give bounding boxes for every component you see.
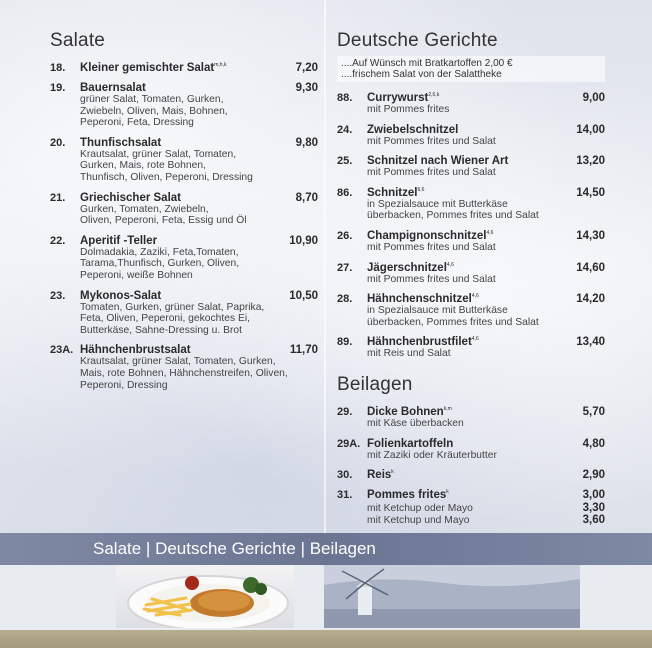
side-variant-text: mit Ketchup und Mayo bbox=[367, 514, 470, 526]
side-variant-text: mit Ketchup oder Mayo bbox=[367, 503, 473, 515]
item-description: Peperoni, Dressing bbox=[80, 379, 168, 391]
item-number: 19. bbox=[50, 82, 66, 94]
menu-item-row bbox=[337, 469, 605, 481]
item-name bbox=[367, 336, 576, 348]
item-price: 3,00 bbox=[582, 489, 605, 502]
menu-item bbox=[50, 62, 318, 74]
menu-item-row bbox=[337, 187, 605, 199]
allergen-codes: m,h,k bbox=[214, 62, 227, 69]
item-description: Mais, rote Bohnen, Hähnchenstreifen, Oliven, bbox=[80, 367, 288, 379]
item-name bbox=[80, 137, 296, 149]
footer-bar bbox=[0, 630, 652, 648]
item-description: in Spezialsauce mit Butterkäse bbox=[367, 198, 508, 210]
item-name bbox=[367, 187, 576, 199]
item-number: 89. bbox=[337, 336, 353, 349]
item-price: 5,70 bbox=[582, 405, 605, 418]
item-name-text: Thunfischsalat bbox=[80, 136, 162, 149]
page-fold bbox=[324, 0, 326, 533]
item-description: Butterkäse, Sahne-Dressing u. Brot bbox=[80, 324, 242, 336]
item-price: 11,70 bbox=[289, 344, 318, 357]
menu-item bbox=[337, 406, 605, 430]
salate-list bbox=[50, 62, 318, 391]
item-description: Tomaten, Gurken, grüner Salat, Paprika, bbox=[80, 301, 265, 313]
item-price: 13,40 bbox=[576, 336, 605, 349]
item-name-text: Pommes frites bbox=[367, 489, 447, 502]
menu-item bbox=[337, 187, 605, 222]
item-description: mit Pommes frites und Salat bbox=[367, 135, 496, 147]
item-description: mit Pommes frites und Salat bbox=[367, 273, 496, 285]
item-name-text: Mykonos-Salat bbox=[80, 289, 162, 302]
menu-item bbox=[337, 155, 605, 179]
item-number: 23A. bbox=[50, 344, 74, 357]
item-number: 28. bbox=[337, 293, 353, 306]
item-description: Feta, Oliven, Peperoni, gekochtes Ei, bbox=[80, 313, 250, 325]
item-number: 26. bbox=[337, 229, 353, 242]
item-description: Oliven, Peperoni, Feta, Essig und Öl bbox=[80, 215, 247, 227]
item-price: 9,30 bbox=[295, 82, 318, 94]
menu-item-row bbox=[337, 124, 605, 136]
banner-title: Salate | Deutsche Gerichte | Beilagen bbox=[93, 539, 376, 558]
item-name bbox=[80, 290, 289, 302]
item-name-text: Schnitzel nach Wiener Art bbox=[367, 155, 509, 168]
item-name-text: Schnitzel bbox=[367, 186, 418, 199]
menu-item-row bbox=[337, 262, 605, 274]
item-name-text: Aperitif -Teller bbox=[80, 234, 158, 247]
item-name bbox=[80, 82, 296, 94]
item-price: 7,20 bbox=[295, 62, 318, 74]
menu-item-row bbox=[50, 235, 318, 247]
item-number: 18. bbox=[50, 62, 66, 74]
menu-item-row bbox=[50, 344, 318, 356]
item-price: 14,00 bbox=[576, 123, 605, 136]
item-name bbox=[80, 192, 296, 204]
item-number: 22. bbox=[50, 234, 66, 247]
item-price: 14,60 bbox=[576, 261, 605, 274]
menu-item-row bbox=[337, 489, 605, 501]
side-variant bbox=[367, 515, 605, 527]
menu-item bbox=[337, 230, 605, 254]
side-variant-price: 3,60 bbox=[582, 513, 605, 526]
item-price: 2,90 bbox=[582, 469, 605, 482]
item-description: Gurken, Tomaten, Zwiebeln, bbox=[80, 203, 209, 215]
schnitzel-photo bbox=[116, 565, 294, 628]
beilagen-heading: Beilagen bbox=[337, 373, 413, 395]
menu-item bbox=[50, 235, 318, 282]
item-number: 24. bbox=[337, 123, 353, 136]
menu-item bbox=[50, 290, 318, 337]
item-number: 21. bbox=[50, 191, 66, 204]
deutsche-column bbox=[337, 30, 605, 526]
menu-item-row bbox=[337, 438, 605, 450]
item-name bbox=[80, 62, 296, 74]
item-name-text: Hähnchenbrustfilet bbox=[367, 336, 472, 349]
item-price: 9,80 bbox=[295, 136, 318, 149]
menu-item-row bbox=[337, 230, 605, 242]
allergen-codes: 4,6 bbox=[486, 230, 494, 237]
item-description: Thunfisch, Oliven, Peperoni, Dressing bbox=[80, 171, 253, 183]
item-number: 31. bbox=[337, 489, 353, 502]
allergen-codes: k bbox=[446, 489, 449, 496]
deutsche-note bbox=[337, 56, 605, 82]
note-line: ....frischem Salat von der Salattheke bbox=[341, 69, 502, 80]
menu-item bbox=[337, 92, 605, 116]
allergen-codes: 6,6 bbox=[417, 186, 425, 193]
menu-item bbox=[337, 469, 605, 481]
item-description: Krautsalat, grüner Salat, Tomaten, bbox=[80, 148, 237, 160]
item-price: 14,20 bbox=[576, 293, 605, 306]
item-name bbox=[367, 406, 583, 418]
item-description: mit Pommes frites und Salat bbox=[367, 167, 496, 179]
item-name-text: Hähnchenbrustsalat bbox=[80, 344, 191, 357]
item-price: 14,50 bbox=[576, 186, 605, 199]
menu-item-row bbox=[50, 137, 318, 149]
side-variant-price: 3,30 bbox=[582, 502, 605, 515]
item-price: 4,80 bbox=[582, 437, 605, 450]
menu-item-row bbox=[50, 290, 318, 302]
item-name-text: Champignonschnitzel bbox=[367, 229, 487, 242]
beilagen-subs bbox=[337, 503, 605, 526]
item-number: 20. bbox=[50, 136, 66, 149]
menu-item-row bbox=[337, 92, 605, 104]
item-description: mit Pommes frites bbox=[367, 104, 450, 115]
menu-item-row bbox=[337, 336, 605, 348]
section-banner bbox=[0, 533, 652, 565]
item-number: 86. bbox=[337, 186, 353, 199]
menu-item bbox=[337, 336, 605, 360]
allergen-codes: 2,6,k bbox=[428, 92, 440, 99]
menu-item-row bbox=[50, 62, 318, 74]
item-name-text: Zwiebelschnitzel bbox=[367, 123, 459, 136]
allergen-codes: 4,6 bbox=[471, 336, 479, 343]
item-description: mit Pommes frites und Salat bbox=[367, 241, 496, 253]
windmill-photo bbox=[324, 565, 580, 628]
item-description: Gurken, Mais, rote Bohnen, bbox=[80, 160, 206, 172]
item-description: mit Reis und Salat bbox=[367, 348, 451, 360]
menu-item bbox=[50, 137, 318, 184]
menu-item-row bbox=[50, 192, 318, 204]
item-price: 14,30 bbox=[576, 229, 605, 242]
item-name-text: Reis bbox=[367, 469, 392, 482]
item-description: in Spezialsauce mit Butterkäse bbox=[367, 305, 508, 317]
item-description: mit Käse überbacken bbox=[367, 417, 464, 429]
item-description: Peperoni, Feta, Dressing bbox=[80, 117, 194, 129]
item-number: 88. bbox=[337, 92, 353, 104]
deutsche-heading: Deutsche Gerichte bbox=[337, 30, 498, 51]
item-number: 29A. bbox=[337, 437, 361, 450]
menu-item bbox=[337, 438, 605, 462]
item-name bbox=[367, 489, 583, 501]
item-description: Dolmadakia, Zaziki, Feta,Tomaten, bbox=[80, 246, 239, 258]
item-name-text: Hähnchenschnitzel bbox=[367, 293, 472, 306]
item-description: überbacken, Pommes frites und Salat bbox=[367, 210, 539, 222]
item-name-text: Griechischer Salat bbox=[80, 191, 181, 204]
item-number: 27. bbox=[337, 261, 353, 274]
item-number: 25. bbox=[337, 155, 353, 168]
menu-item-row bbox=[337, 406, 605, 418]
item-number: 29. bbox=[337, 405, 353, 418]
item-name bbox=[367, 230, 576, 242]
item-name-text: Currywurst bbox=[367, 92, 429, 104]
item-price: 10,90 bbox=[289, 234, 318, 247]
item-name-text: Dicke Bohnen bbox=[367, 405, 444, 418]
beilagen-list bbox=[337, 406, 605, 501]
allergen-codes: k bbox=[391, 469, 394, 476]
menu-item bbox=[337, 489, 605, 501]
item-description: mit Zaziki oder Kräuterbutter bbox=[367, 449, 497, 461]
item-description: Zwiebeln, Oliven, Mais, Bohnen, bbox=[80, 105, 228, 117]
item-description: Peperoni, weiße Bohnen bbox=[80, 269, 193, 281]
item-price: 10,50 bbox=[289, 289, 318, 302]
item-name bbox=[367, 438, 583, 450]
item-price: 13,20 bbox=[576, 155, 605, 168]
item-name bbox=[367, 469, 583, 481]
allergen-codes: 4,6 bbox=[446, 261, 454, 268]
salate-column bbox=[50, 30, 318, 399]
item-number: 23. bbox=[50, 289, 66, 302]
side-variant bbox=[367, 503, 605, 515]
item-number: 30. bbox=[337, 469, 353, 482]
menu-item-row bbox=[337, 293, 605, 305]
menu-item bbox=[50, 344, 318, 391]
menu-item bbox=[337, 293, 605, 328]
item-description: Tarama,Thunfisch, Gurken, Oliven, bbox=[80, 258, 240, 270]
item-price: 8,70 bbox=[295, 191, 318, 204]
note-line: ....Auf Wünsch mit Bratkartoffen 2,00 € bbox=[341, 58, 513, 69]
item-name bbox=[367, 155, 576, 167]
item-name-text: Bauernsalat bbox=[80, 82, 146, 94]
allergen-codes: 4,6 bbox=[471, 293, 479, 300]
item-name bbox=[367, 92, 583, 104]
menu-item-row bbox=[337, 155, 605, 167]
item-description: grüner Salat, Tomaten, Gurken, bbox=[80, 94, 224, 105]
item-price: 9,00 bbox=[582, 92, 605, 104]
menu-item bbox=[337, 124, 605, 148]
item-name-text: Kleiner gemischter Salat bbox=[80, 62, 215, 74]
item-name bbox=[367, 124, 576, 136]
menu-item-row bbox=[50, 82, 318, 94]
item-name bbox=[367, 293, 576, 305]
menu-item bbox=[50, 82, 318, 129]
item-description: Krautsalat, grüner Salat, Tomaten, Gurken, bbox=[80, 356, 276, 368]
item-name-text: Folienkartoffeln bbox=[367, 437, 454, 450]
item-name bbox=[367, 262, 576, 274]
item-name bbox=[80, 344, 290, 356]
deutsche-list bbox=[337, 92, 605, 360]
menu-item bbox=[337, 262, 605, 286]
allergen-codes: k,m bbox=[443, 406, 452, 413]
item-name bbox=[80, 235, 289, 247]
item-name-text: Jägerschnitzel bbox=[367, 261, 447, 274]
salate-heading: Salate bbox=[50, 30, 106, 51]
photo-strip bbox=[0, 565, 652, 630]
item-description: überbacken, Pommes frites und Salat bbox=[367, 316, 539, 328]
menu-item bbox=[50, 192, 318, 227]
